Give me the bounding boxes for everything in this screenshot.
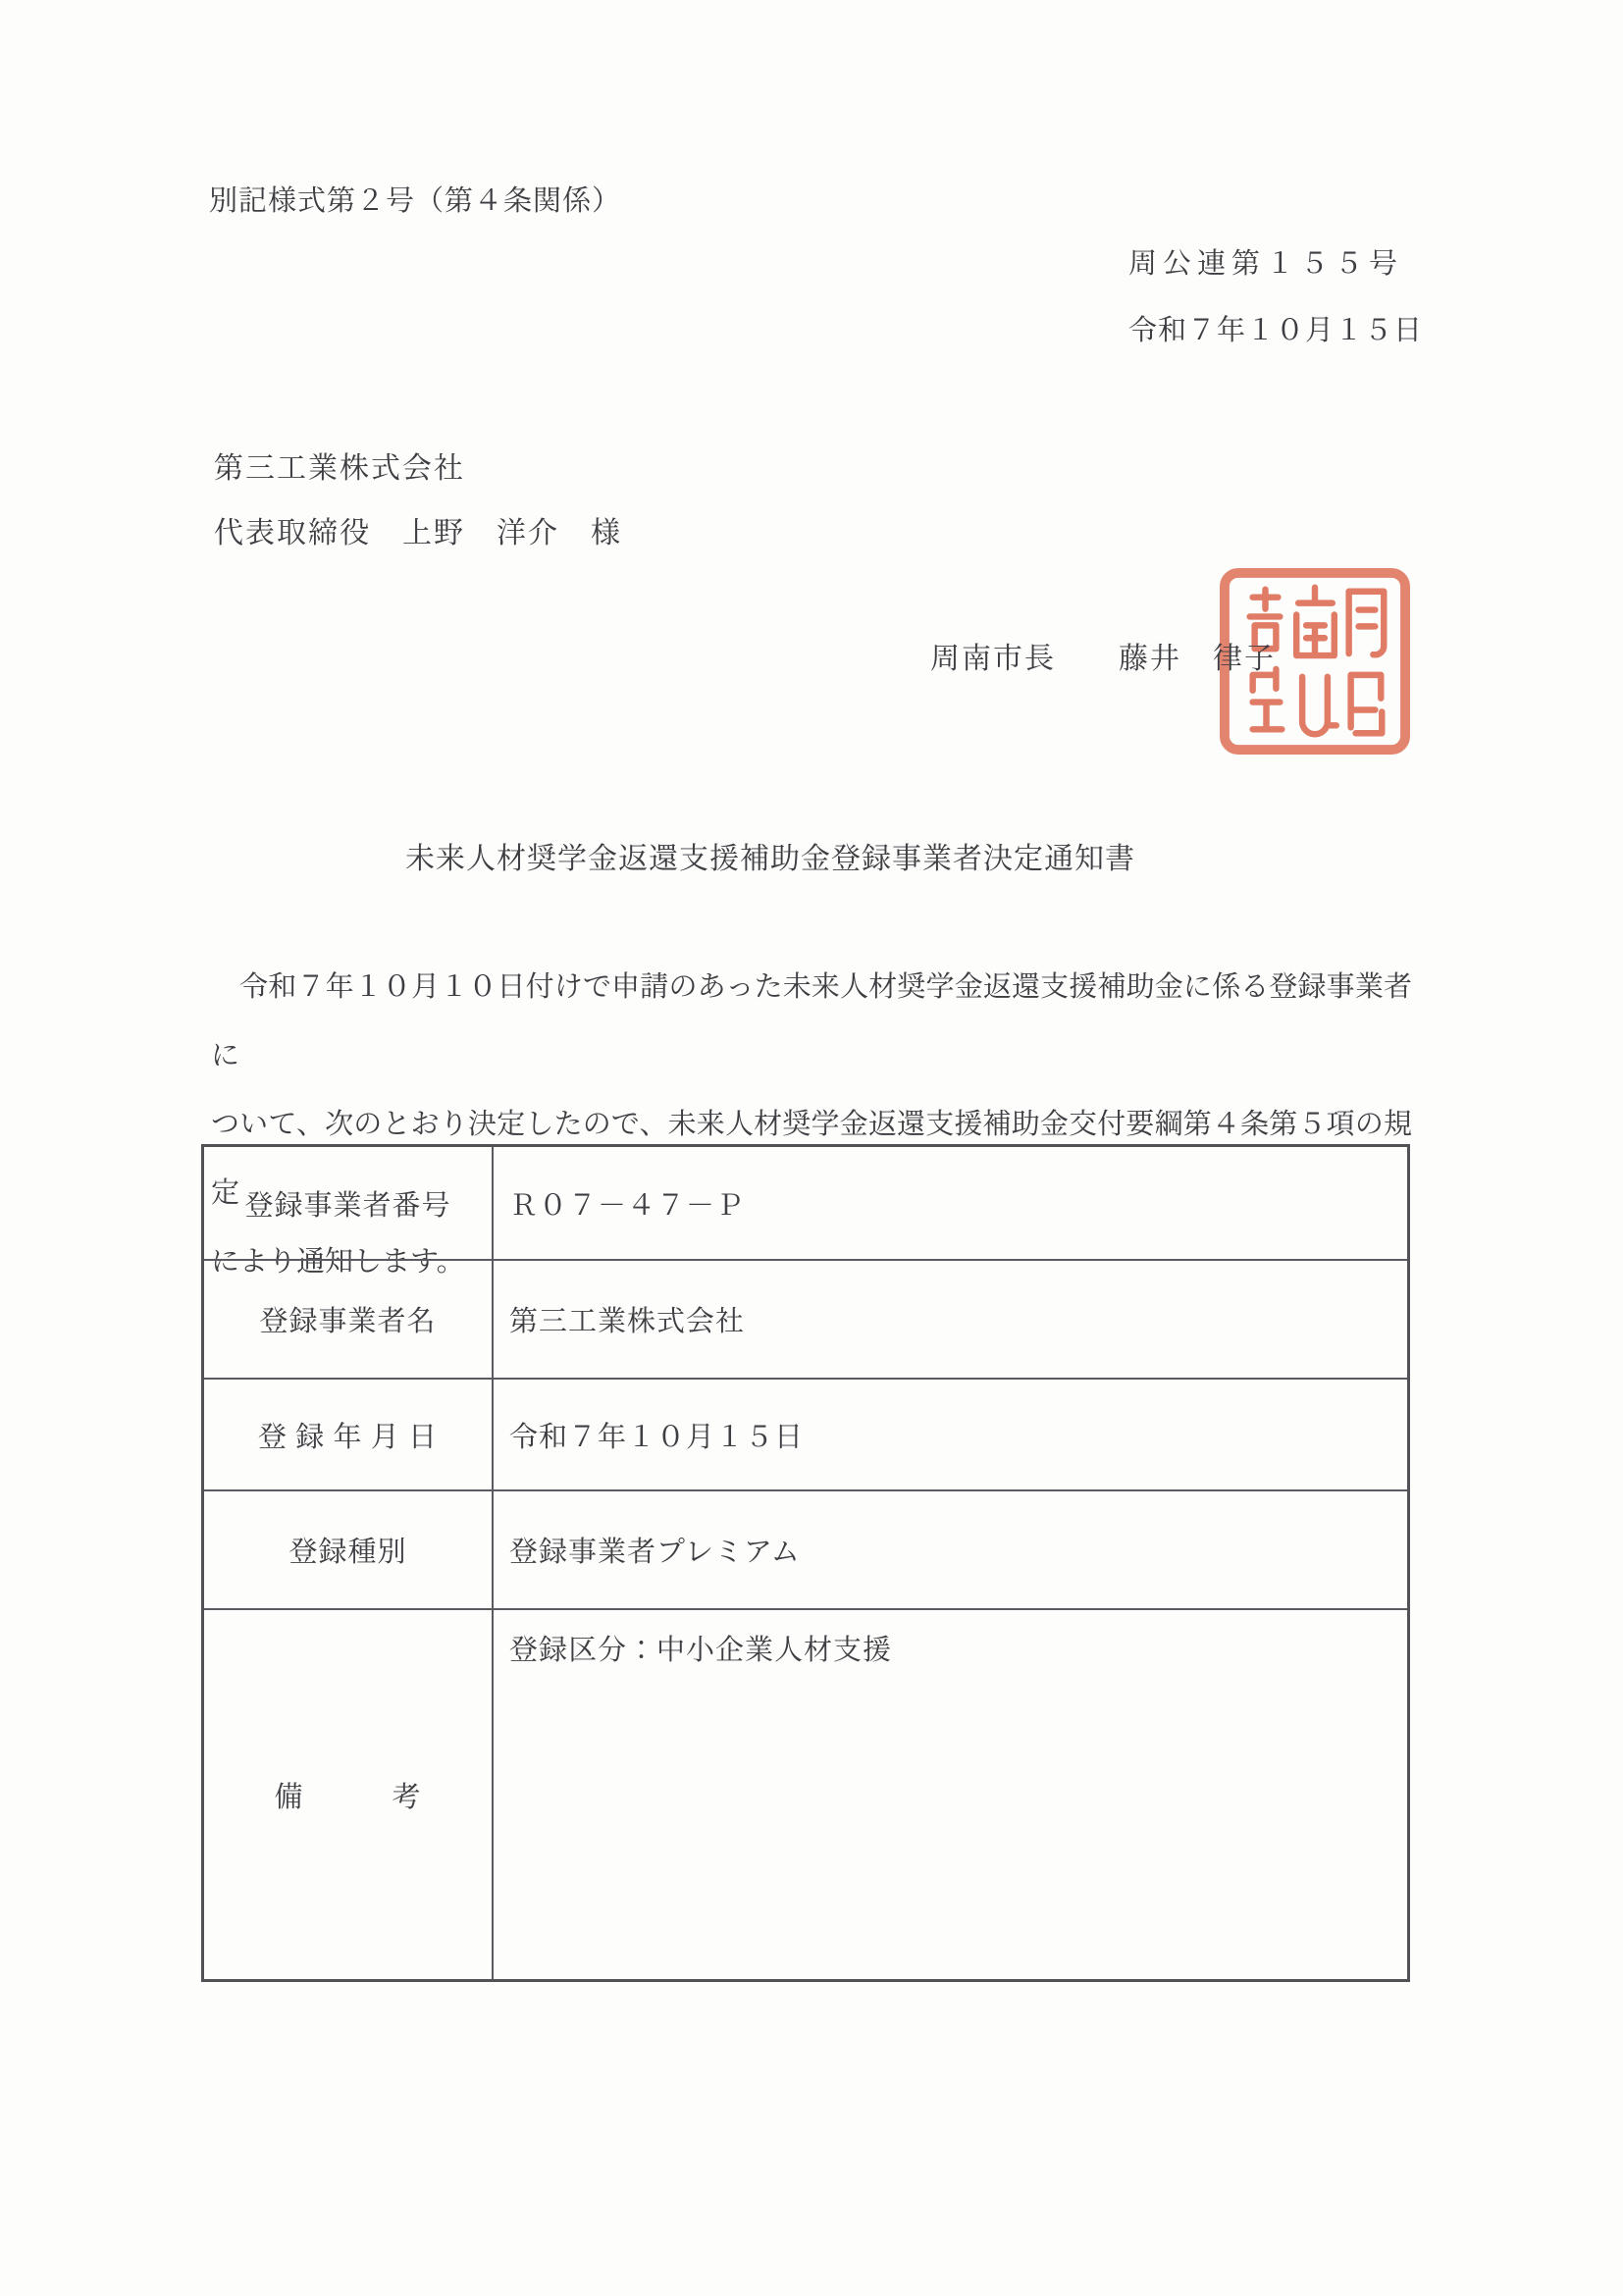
table-row-remarks (204, 1608, 1407, 1979)
table-row-registration-type (204, 1489, 1407, 1608)
body-line: により通知します。 (211, 1246, 465, 1278)
form-number: 別記様式第２号（第４条関係） (209, 185, 622, 217)
issuer-mayor-name: 周南市長 藤井 律子 (930, 643, 1276, 675)
recipient-person: 代表取締役 上野 洋介 様 (214, 517, 622, 549)
row-value: 登録区分：中小企業人材支援 (492, 1610, 1407, 1979)
row-value: 令和７年１０月１５日 (492, 1380, 1407, 1489)
table-row-registration-number (204, 1147, 1407, 1259)
row-label: 登録種別 (288, 1537, 407, 1568)
row-value: 第三工業株式会社 (492, 1261, 1407, 1378)
row-value: Ｒ０７－４７－Ｐ (492, 1147, 1407, 1259)
table-row-registration-date (204, 1378, 1407, 1489)
registration-decision-table (201, 1144, 1410, 1982)
issue-date: 令和７年１０月１５日 (1128, 315, 1424, 346)
recipient-company: 第三工業株式会社 (214, 452, 465, 485)
document-title: 未来人材奨学金返還支援補助金登録事業者決定通知書 (405, 843, 1135, 875)
row-label: 登録事業者名 (259, 1306, 437, 1337)
body-line: 令和７年１０月１０日付けで申請のあった未来人材奨学金返還支援補助金に係る登録事業者に (211, 971, 1412, 1071)
document-reference-number: 周公連第１５５号 (1128, 248, 1404, 280)
row-label: 備 考 (274, 1781, 422, 1813)
row-value: 登録事業者プレミアム (492, 1491, 1407, 1608)
table-row-registered-business-name (204, 1259, 1407, 1378)
row-label: 登録事業者番号 (244, 1189, 451, 1222)
row-label: 登 録 年 月 日 (257, 1421, 438, 1453)
body-line: ついて、次のとおり決定したので、未来人材奨学金返還支援補助金交付要綱第４条第５項の規定 (211, 1109, 1412, 1209)
